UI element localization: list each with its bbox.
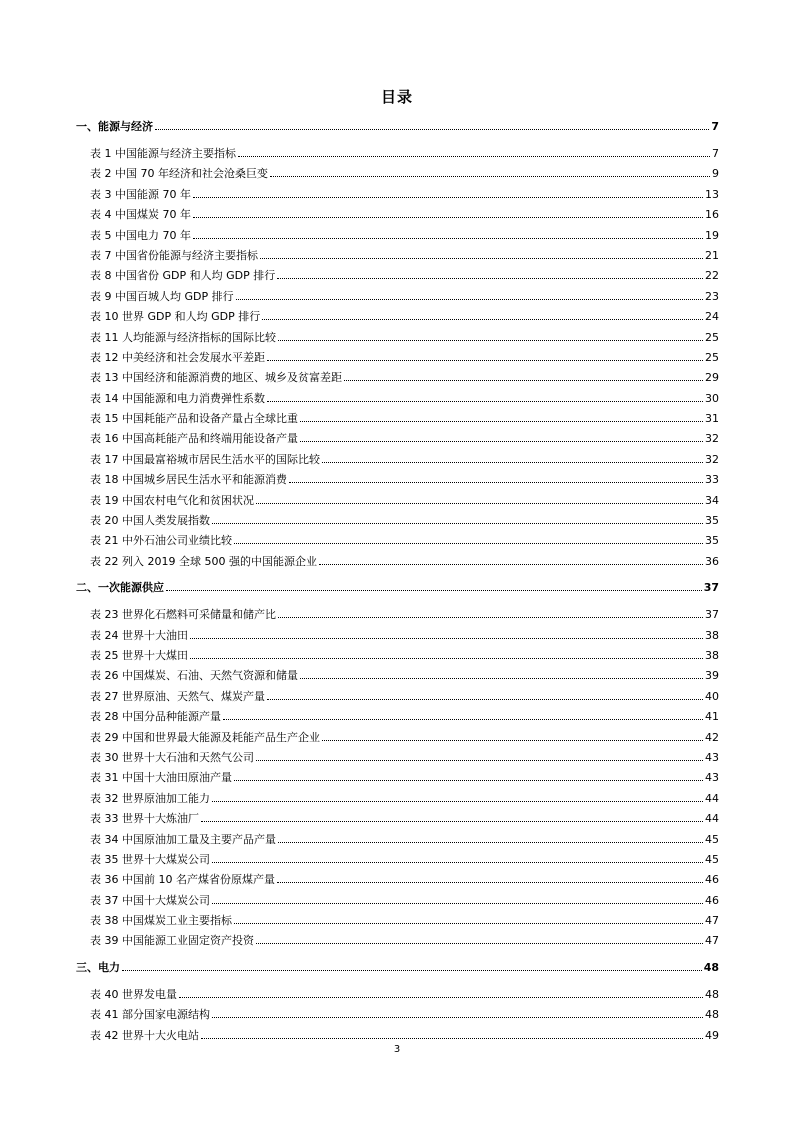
toc-section-page: 37 bbox=[703, 581, 719, 595]
toc-section-label: 一、能源与经济 bbox=[76, 120, 153, 133]
toc-entry-label: 表 31 中国十大油田原油产量 bbox=[90, 771, 232, 785]
toc-entry-page: 49 bbox=[705, 1028, 719, 1042]
toc-entry-page: 45 bbox=[705, 852, 719, 866]
toc-entry[interactable] bbox=[76, 749, 719, 769]
toc-entry-label: 表 11 人均能源与经济指标的国际比较 bbox=[90, 330, 276, 344]
toc-leader-dots bbox=[201, 1038, 703, 1039]
toc-leader-dots bbox=[278, 617, 703, 618]
toc-entry-label: 表 30 世界十大石油和天然气公司 bbox=[90, 750, 254, 764]
toc-leader-dots bbox=[238, 156, 710, 157]
toc-entry-page: 9 bbox=[712, 167, 719, 181]
toc-entry-label: 表 37 中国十大煤炭公司 bbox=[90, 893, 210, 907]
toc-entry-page: 38 bbox=[705, 628, 719, 642]
toc-entry[interactable] bbox=[76, 851, 719, 871]
toc-leader-dots bbox=[212, 903, 703, 904]
toc-entry-label: 表 13 中国经济和能源消费的地区、城乡及贫富差距 bbox=[90, 371, 342, 385]
toc-leader-dots bbox=[201, 821, 703, 822]
toc-leader-dots bbox=[300, 678, 703, 679]
toc-entry[interactable] bbox=[76, 430, 719, 450]
toc-entry-label: 表 10 世界 GDP 和人均 GDP 排行 bbox=[90, 310, 261, 324]
toc-leader-dots bbox=[190, 658, 703, 659]
toc-entry-label: 表 39 中国能源工业固定资产投资 bbox=[90, 934, 254, 948]
toc-entry-page: 29 bbox=[705, 371, 719, 385]
toc-entry-page: 24 bbox=[705, 310, 719, 324]
toc-entry[interactable] bbox=[76, 810, 719, 830]
toc-entry[interactable] bbox=[76, 410, 719, 430]
toc-entry[interactable] bbox=[76, 267, 719, 287]
page-number: 3 bbox=[393, 1044, 401, 1055]
toc-leader-dots bbox=[267, 360, 703, 361]
toc-entry-label: 表 1 中国能源与经济主要指标 bbox=[90, 147, 236, 160]
toc-entry[interactable] bbox=[76, 606, 719, 626]
toc-entry-label: 表 34 中国原油加工量及主要产品产量 bbox=[90, 832, 276, 846]
toc-entry[interactable] bbox=[76, 986, 719, 1006]
toc-leader-dots bbox=[260, 258, 703, 259]
toc-entry[interactable] bbox=[76, 708, 719, 728]
toc-entry[interactable] bbox=[76, 288, 719, 308]
toc-entry[interactable] bbox=[76, 667, 719, 687]
toc-entry-page: 30 bbox=[705, 391, 719, 405]
toc-leader-dots bbox=[212, 862, 703, 863]
toc-entry-page: 44 bbox=[705, 791, 719, 805]
toc-entry[interactable] bbox=[76, 165, 719, 185]
toc-entry-page: 44 bbox=[705, 812, 719, 826]
toc-entry-page: 38 bbox=[705, 648, 719, 662]
toc-entry-label: 表 36 中国前 10 名产煤省份原煤产量 bbox=[90, 873, 275, 887]
toc-entry-page: 35 bbox=[705, 514, 719, 528]
toc-entry[interactable] bbox=[76, 892, 719, 912]
toc-entry-label: 表 18 中国城乡居民生活水平和能源消费 bbox=[90, 473, 287, 487]
toc-leader-dots bbox=[344, 380, 703, 381]
toc-entry-label: 表 3 中国能源 70 年 bbox=[90, 187, 191, 201]
toc-leader-dots bbox=[270, 176, 710, 177]
toc-entry-label: 表 33 世界十大炼油厂 bbox=[90, 812, 199, 826]
toc-leader-dots bbox=[234, 543, 703, 544]
toc-leader-dots bbox=[212, 523, 703, 524]
toc-entry[interactable] bbox=[76, 308, 719, 328]
toc-entry[interactable] bbox=[76, 790, 719, 810]
toc-leader-dots bbox=[256, 503, 703, 504]
toc-leader-dots bbox=[319, 564, 703, 565]
toc-entry[interactable] bbox=[76, 729, 719, 749]
toc-section-label: 三、电力 bbox=[76, 960, 120, 974]
toc-entry-page: 34 bbox=[705, 493, 719, 507]
toc-entry-page: 42 bbox=[705, 730, 719, 744]
page-title: 目录 bbox=[380, 88, 413, 106]
toc-entry-page: 21 bbox=[705, 248, 719, 262]
toc-entry-page: 47 bbox=[705, 914, 719, 928]
toc-leader-dots bbox=[277, 882, 703, 883]
toc-entry[interactable] bbox=[76, 390, 719, 410]
toc-entry-page: 36 bbox=[705, 554, 719, 568]
toc-entry-page: 22 bbox=[705, 269, 719, 283]
toc-entry-label: 表 41 部分国家电源结构 bbox=[90, 1008, 210, 1022]
toc-leader-dots bbox=[179, 997, 703, 998]
toc-entry[interactable] bbox=[76, 247, 719, 267]
toc-entry-label: 表 9 中国百城人均 GDP 排行 bbox=[90, 289, 234, 303]
toc-entry[interactable] bbox=[76, 206, 719, 226]
toc-entry[interactable] bbox=[76, 329, 719, 349]
toc-leader-dots bbox=[193, 238, 703, 239]
toc-entry-label: 表 22 列入 2019 全球 500 强的中国能源企业 bbox=[90, 554, 317, 568]
toc-entry-label: 表 23 世界化石燃料可采储量和储产比 bbox=[90, 608, 276, 622]
toc-entry-page: 23 bbox=[705, 289, 719, 303]
toc-leader-dots bbox=[278, 340, 703, 341]
toc-entry[interactable] bbox=[76, 145, 719, 165]
toc-entry-page: 32 bbox=[705, 452, 719, 466]
toc-entry[interactable] bbox=[76, 688, 719, 708]
toc-leader-dots bbox=[236, 299, 703, 300]
toc-section[interactable] bbox=[76, 118, 719, 139]
toc-entry-page: 33 bbox=[705, 473, 719, 487]
toc-entry-label: 表 21 中外石油公司业绩比较 bbox=[90, 534, 232, 548]
toc-entry-label: 表 14 中国能源和电力消费弹性系数 bbox=[90, 391, 265, 405]
toc-entry-label: 表 4 中国煤炭 70 年 bbox=[90, 208, 191, 222]
toc-leader-dots bbox=[322, 740, 703, 741]
toc-entry[interactable] bbox=[76, 369, 719, 389]
toc-entry-page: 48 bbox=[705, 987, 719, 1001]
toc-entry[interactable] bbox=[76, 532, 719, 552]
toc-entry-page: 43 bbox=[705, 750, 719, 764]
toc-entry-label: 表 16 中国高耗能产品和终端用能设备产量 bbox=[90, 432, 298, 446]
toc-entry-label: 表 12 中美经济和社会发展水平差距 bbox=[90, 350, 265, 364]
toc-entry-page: 13 bbox=[705, 187, 719, 201]
toc-entry-page: 45 bbox=[705, 832, 719, 846]
toc-leader-dots bbox=[262, 319, 703, 320]
toc-leader-dots bbox=[122, 970, 702, 971]
toc-leader-dots bbox=[256, 943, 703, 944]
toc-leader-dots bbox=[212, 801, 703, 802]
toc-entry[interactable] bbox=[76, 492, 719, 512]
toc-entry-page: 40 bbox=[705, 689, 719, 703]
toc-entry-label: 表 2 中国 70 年经济和社会沧桑巨变 bbox=[90, 167, 268, 181]
toc-entry-label: 表 19 中国农村电气化和贫困状况 bbox=[90, 493, 254, 507]
toc-leader-dots bbox=[256, 760, 703, 761]
toc-entry[interactable] bbox=[76, 512, 719, 532]
toc-leader-dots bbox=[155, 129, 709, 130]
toc-entry[interactable] bbox=[76, 871, 719, 891]
toc-section-label: 二、一次能源供应 bbox=[76, 581, 164, 595]
toc-leader-dots bbox=[322, 462, 703, 463]
toc-entry-label: 表 40 世界发电量 bbox=[90, 987, 177, 1001]
toc-entry-page: 46 bbox=[705, 893, 719, 907]
toc-entry[interactable] bbox=[76, 932, 719, 952]
toc-entry[interactable] bbox=[76, 349, 719, 369]
toc-leader-dots bbox=[289, 482, 703, 483]
toc-entry-label: 表 7 中国省份能源与经济主要指标 bbox=[90, 248, 258, 262]
toc-entry-label: 表 29 中国和世界最大能源及耗能产品生产企业 bbox=[90, 730, 320, 744]
toc-entry-label: 表 35 世界十大煤炭公司 bbox=[90, 852, 210, 866]
toc-leader-dots bbox=[300, 441, 703, 442]
toc-entry-page: 47 bbox=[705, 934, 719, 948]
toc-entry[interactable] bbox=[76, 553, 719, 573]
toc-section[interactable] bbox=[76, 959, 719, 980]
toc-entry[interactable] bbox=[76, 627, 719, 647]
toc-section-page: 48 bbox=[703, 960, 719, 974]
toc-entry-label: 表 27 世界原油、天然气、煤炭产量 bbox=[90, 689, 265, 703]
toc-entry[interactable] bbox=[76, 471, 719, 491]
toc-leader-dots bbox=[193, 217, 703, 218]
toc-entry-label: 表 28 中国分品种能源产量 bbox=[90, 710, 221, 724]
toc-entry[interactable] bbox=[76, 227, 719, 247]
toc-entry-page: 31 bbox=[705, 412, 719, 426]
toc-entry[interactable] bbox=[76, 186, 719, 206]
toc-entry-page: 39 bbox=[705, 669, 719, 683]
toc-entry[interactable] bbox=[76, 912, 719, 932]
toc-leader-dots bbox=[193, 197, 703, 198]
toc-leader-dots bbox=[212, 1017, 703, 1018]
toc-leader-dots bbox=[267, 699, 703, 700]
toc-entry-page: 48 bbox=[705, 1008, 719, 1022]
toc-leader-dots bbox=[223, 719, 703, 720]
toc-entry-page: 41 bbox=[705, 710, 719, 724]
toc-entry-page: 25 bbox=[705, 330, 719, 344]
toc-entry-label: 表 42 世界十大火电站 bbox=[90, 1028, 199, 1042]
toc-entry-label: 表 32 世界原油加工能力 bbox=[90, 791, 210, 805]
toc-entry-label: 表 24 世界十大油田 bbox=[90, 628, 188, 642]
toc-entry[interactable] bbox=[76, 831, 719, 851]
toc-entry-page: 25 bbox=[705, 350, 719, 364]
toc-entry-label: 表 8 中国省份 GDP 和人均 GDP 排行 bbox=[90, 269, 276, 283]
toc-leader-dots bbox=[267, 401, 703, 402]
toc-entry-label: 表 5 中国电力 70 年 bbox=[90, 228, 191, 242]
toc-leader-dots bbox=[234, 923, 703, 924]
toc-leader-dots bbox=[166, 590, 702, 591]
toc-entry-page: 37 bbox=[705, 608, 719, 622]
toc-entry-label: 表 26 中国煤炭、石油、天然气资源和储量 bbox=[90, 669, 298, 683]
toc-entry-page: 46 bbox=[705, 873, 719, 887]
toc-leader-dots bbox=[234, 780, 703, 781]
toc-entry-label: 表 20 中国人类发展指数 bbox=[90, 514, 210, 528]
toc-entry-page: 43 bbox=[705, 771, 719, 785]
toc-leader-dots bbox=[277, 278, 703, 279]
toc-entry-label: 表 38 中国煤炭工业主要指标 bbox=[90, 914, 232, 928]
toc-leader-dots bbox=[300, 421, 703, 422]
toc-entry-label: 表 17 中国最富裕城市居民生活水平的国际比较 bbox=[90, 452, 320, 466]
toc-entry-page: 35 bbox=[705, 534, 719, 548]
toc-entry-label: 表 25 世界十大煤田 bbox=[90, 648, 188, 662]
toc-entry-page: 7 bbox=[712, 147, 719, 160]
toc-entry[interactable] bbox=[76, 769, 719, 789]
toc-entry-page: 19 bbox=[705, 228, 719, 242]
toc-entry-page: 32 bbox=[705, 432, 719, 446]
toc-entry-label: 表 15 中国耗能产品和设备产量占全球比重 bbox=[90, 412, 298, 426]
toc-section[interactable] bbox=[76, 579, 719, 600]
toc-leader-dots bbox=[190, 638, 703, 639]
toc-entry[interactable] bbox=[76, 1006, 719, 1026]
toc-entry-page: 16 bbox=[705, 208, 719, 222]
toc-section-page: 7 bbox=[711, 120, 719, 133]
toc-leader-dots bbox=[278, 842, 703, 843]
toc-entry[interactable] bbox=[76, 451, 719, 471]
table-of-contents bbox=[76, 118, 719, 1047]
toc-entry[interactable] bbox=[76, 647, 719, 667]
